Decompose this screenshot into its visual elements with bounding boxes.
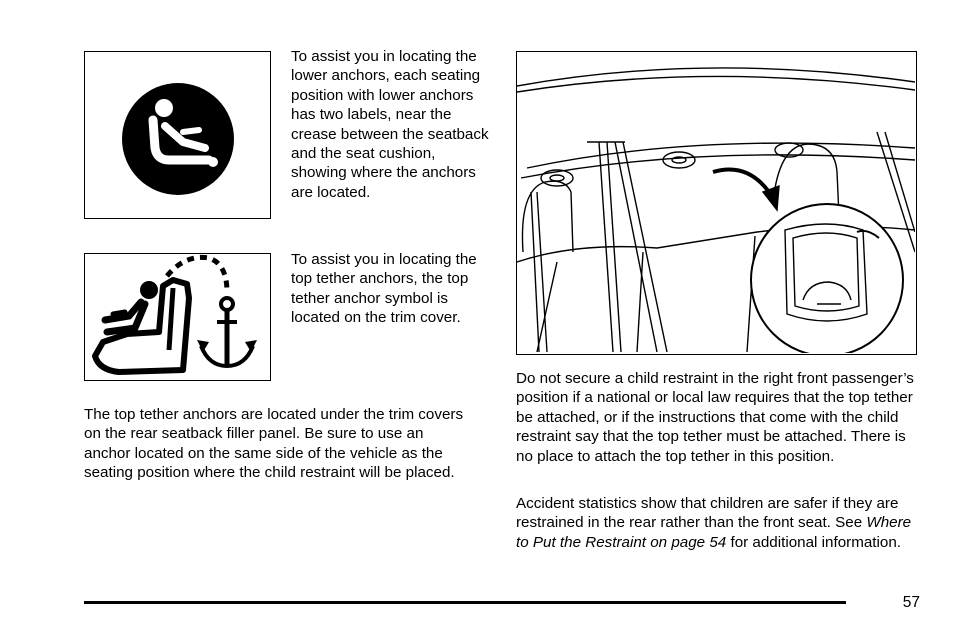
top-tether-anchor-icon	[85, 254, 269, 379]
rear-seatback-illustration-box	[516, 51, 917, 355]
accident-statistics-paragraph	[516, 494, 914, 552]
footer-rule	[84, 601, 846, 604]
accident-text-end: for additional information.	[726, 533, 902, 551]
rear-seatback-tether-illustration	[517, 52, 915, 353]
lower-anchors-paragraph: To assist you in locating the lower anchors, each seating position with lower anchors has two labels, near the crease between the seatback and the seat cushion, showing where the anchors are located.	[291, 48, 489, 201]
accident-text-start: Accident statistics show that children are safer if they are restrained in the rear rather than the front seat. See	[516, 495, 899, 532]
child-seat-lower-anchor-icon	[85, 52, 269, 217]
right-front-paragraph: Do not secure a child restraint in the right front passenger’s position if a national or local law requires that the top tether be attached, or if the instructions that come with the child restraint say that the top tether must be attached. There is no place to attach the top tether in this position.	[516, 370, 914, 465]
top-tether-location-paragraph: The top tether anchors are located under the trim covers on the rear seatback filler panel. Be sure to use an anchor located on the same side of the vehicle as the seating position where the child restraint will be placed.	[84, 406, 464, 482]
page-number: 57	[902, 594, 920, 611]
cross-reference-link[interactable]: Where to Put the Restraint on page 54	[516, 514, 912, 551]
top-tether-symbol-box	[84, 253, 271, 381]
top-tether-symbol-paragraph: To assist you in locating the top tether anchors, the top tether anchor symbol is located on the trim cover.	[291, 251, 477, 327]
lower-anchor-symbol-box	[84, 51, 271, 219]
